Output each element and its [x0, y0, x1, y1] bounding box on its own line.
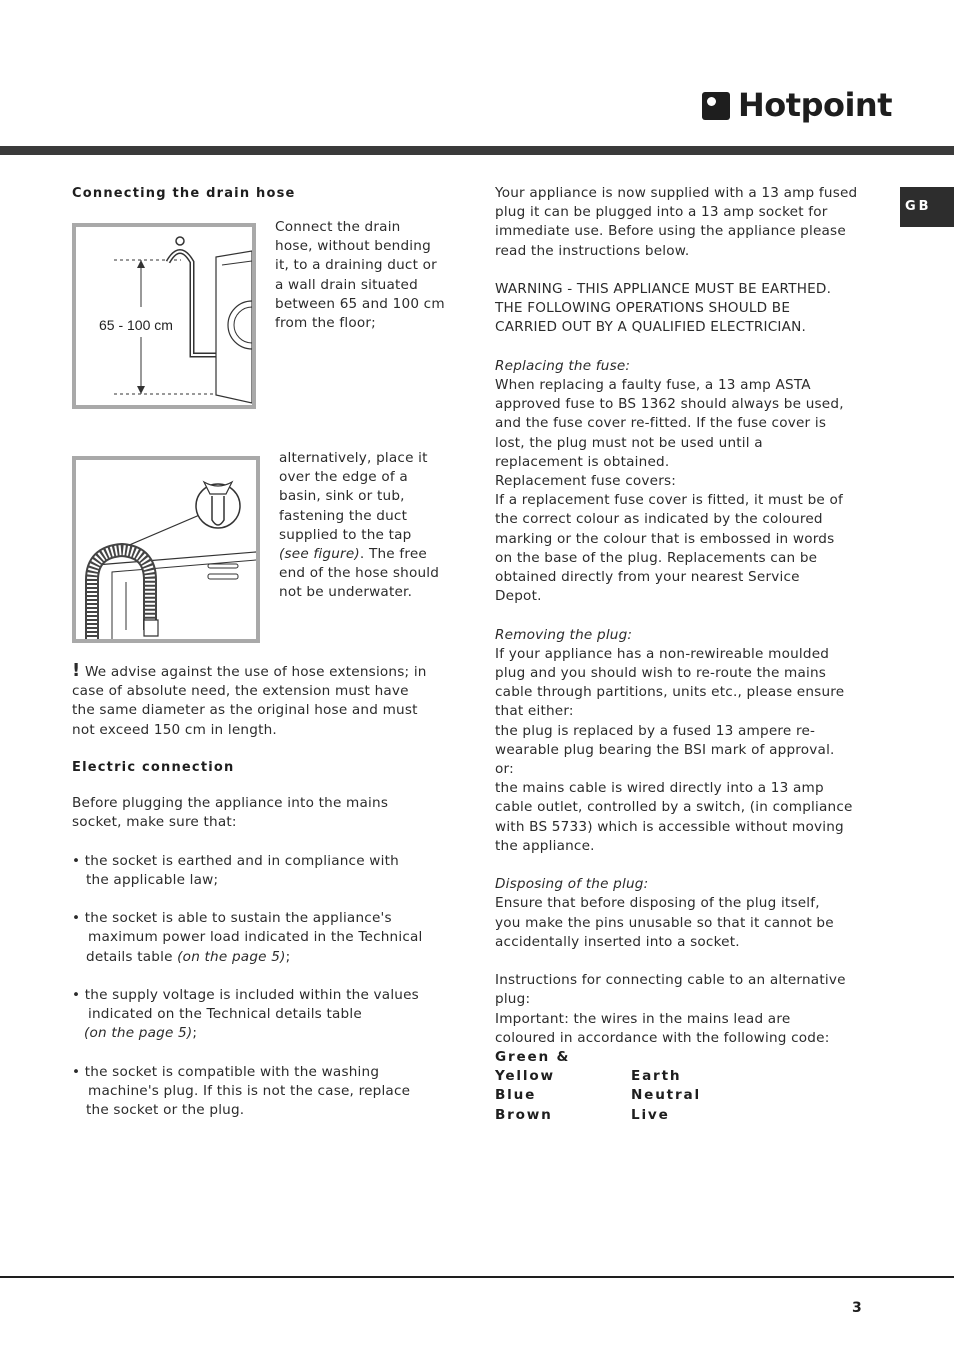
wire-row-neutral: [495, 1086, 880, 1105]
text-line: maximum power load indicated in the Technical: [88, 929, 423, 946]
text-line: Connect the drain: [275, 219, 401, 235]
text-line: approved fuse to BS 1362 should always be used,: [495, 396, 844, 413]
page-number: 3: [852, 1300, 862, 1316]
text-line: Depot.: [495, 588, 542, 605]
text-line: marking or the colour that is embossed in words: [495, 530, 835, 547]
warning-block: [72, 661, 462, 740]
text-line: indicated on the Technical details table: [88, 1006, 362, 1023]
text-line: on the base of the plug. Replacements can be: [495, 549, 818, 566]
text-line: machine's plug. If this is not the case, replace: [88, 1082, 411, 1099]
text-line: and the fuse cover re-fitted. If the fuse cover is: [495, 415, 827, 432]
figure-wall-drain: [72, 223, 256, 409]
electric-checklist: [72, 794, 462, 1120]
sink-drain-illustration: [76, 460, 256, 639]
electric-heading: Electric connection: [72, 760, 235, 775]
text-line: you make the pins unusable so that it cannot be: [495, 914, 834, 931]
hotpoint-logo-icon: [702, 92, 730, 120]
text-line: alternatively, place it: [279, 450, 428, 466]
text-line: plug and you should wish to re-route the mains: [495, 665, 827, 682]
wire-colour: Brown: [495, 1106, 553, 1123]
text-fragment: ;: [285, 948, 291, 965]
text-line: over the edge of a: [279, 469, 408, 486]
text-line: lost, the plug must not be used until a: [495, 434, 763, 451]
text-fragment: details table: [86, 948, 178, 965]
text-line: CARRIED OUT BY A QUALIFIED ELECTRICIAN.: [495, 319, 806, 336]
text-line: end of the hose should: [279, 565, 440, 582]
text-line: replacement is obtained.: [495, 453, 670, 470]
text-line: it, to a draining duct or: [275, 257, 437, 274]
removing-plug-heading: Removing the plug:: [495, 626, 633, 643]
height-range-label: 65 - 100 cm: [99, 316, 173, 335]
text-line: cable through partitions, units etc., please ensure: [495, 684, 845, 701]
text-line: Instructions for connecting cable to an alternative: [495, 972, 846, 989]
text-line: basin, sink or tub,: [279, 488, 405, 505]
text-line: supplied to the tap: [279, 526, 412, 543]
text-line: [279, 545, 459, 564]
text-line: Ensure that before disposing of the plug itself,: [495, 895, 820, 912]
drain-text-1: [275, 218, 455, 333]
text-line: plug it can be plugged into a 13 amp socket for: [495, 204, 828, 221]
text-line: socket, make sure that:: [72, 814, 237, 831]
text-line: wearable plug bearing the BSI mark of approval.: [495, 741, 835, 758]
text-line: or:: [495, 761, 514, 778]
text-line: Your appliance is now supplied with a 13 amp fused: [495, 185, 858, 201]
text-line: the correct colour as indicated by the coloured: [495, 511, 823, 528]
page-reference: (on the page 5): [177, 948, 286, 965]
hotpoint-logo: [702, 86, 892, 126]
text-line: the socket or the plug.: [86, 1102, 245, 1119]
text-line: WARNING - THIS APPLIANCE MUST BE EARTHED.: [495, 281, 832, 297]
text-line: the appliance.: [495, 837, 595, 854]
wire-role: Earth: [631, 1068, 682, 1085]
wire-role: Neutral: [631, 1087, 701, 1104]
text-line: THE FOLLOWING OPERATIONS SHOULD BE: [495, 300, 791, 317]
text-line: [72, 1024, 462, 1043]
text-line: Important: the wires in the mains lead are: [495, 1010, 791, 1027]
language-tab: GB: [900, 187, 954, 227]
page-reference: (on the page 5): [84, 1025, 193, 1042]
text-line: coloured in accordance with the following code:: [495, 1029, 830, 1046]
see-figure-ref: (see figure): [279, 546, 360, 563]
brand-name: Hotpoint: [738, 86, 892, 125]
text-fragment: We advise against the use of hose extensions; in: [84, 664, 427, 680]
text-line: Replacement fuse covers:: [495, 473, 677, 490]
text-line: that either:: [495, 703, 574, 720]
figure-sink-drain: [72, 456, 260, 643]
text-line: When replacing a faulty fuse, a 13 amp ASTA: [495, 377, 811, 393]
text-line: • the socket is earthed and in compliance with: [72, 852, 399, 869]
text-line: between 65 and 100 cm: [275, 295, 445, 312]
header-rule: [0, 146, 954, 155]
wire-role: Live: [631, 1106, 670, 1123]
text-line: not exceed 150 cm in length.: [72, 721, 277, 738]
text-line: the plug is replaced by a fused 13 ampere re-: [495, 722, 816, 739]
text-line: obtained directly from your nearest Service: [495, 569, 800, 586]
text-line: Before plugging the appliance into the mains: [72, 795, 389, 811]
replacing-fuse-heading: Replacing the fuse:: [495, 357, 631, 374]
text-line: the same diameter as the original hose and must: [72, 702, 418, 719]
footer-rule: [0, 1276, 954, 1278]
right-column: [495, 184, 880, 1125]
text-line: not be underwater.: [279, 584, 413, 601]
text-line: read the instructions below.: [495, 242, 690, 259]
text-fragment: ;: [192, 1025, 198, 1042]
text-line: If your appliance has a non-rewireable moulded: [495, 645, 830, 662]
drain-text-2: [279, 449, 459, 603]
drain-heading: Connecting the drain hose: [72, 186, 296, 201]
text-line: plug:: [495, 991, 531, 1008]
text-line: cable outlet, controlled by a switch, (in compliance: [495, 799, 853, 816]
text-line: the applicable law;: [86, 871, 219, 888]
text-line: • the socket is compatible with the washing: [72, 1063, 380, 1080]
text-line: the mains cable is wired directly into a 13 amp: [495, 780, 824, 797]
text-line: • the socket is able to sustain the appliance's: [72, 910, 392, 927]
text-fragment: . The free: [359, 546, 427, 563]
text-line: hose, without bending: [275, 238, 431, 255]
text-line: a wall drain situated: [275, 276, 418, 293]
disposing-plug-heading: Disposing of the plug:: [495, 876, 649, 893]
wire-colour: Blue: [495, 1087, 537, 1104]
wire-colour: Green & Yellow: [495, 1049, 571, 1085]
wire-row-earth: [495, 1048, 880, 1086]
text-line: • the supply voltage is included within the values: [72, 986, 419, 1003]
wire-row-live: [495, 1106, 880, 1125]
text-line: with BS 5733) which is accessible without moving: [495, 818, 844, 835]
warning-icon: !: [72, 660, 81, 681]
text-line: case of absolute need, the extension must have: [72, 683, 409, 700]
text-line: from the floor;: [275, 315, 376, 332]
text-line: accidentally inserted into a socket.: [495, 933, 740, 950]
text-line: If a replacement fuse cover is fitted, it must be of: [495, 492, 844, 509]
text-line: immediate use. Before using the appliance please: [495, 223, 846, 240]
text-line: [72, 661, 462, 682]
text-line: [72, 948, 462, 967]
text-line: fastening the duct: [279, 507, 408, 524]
